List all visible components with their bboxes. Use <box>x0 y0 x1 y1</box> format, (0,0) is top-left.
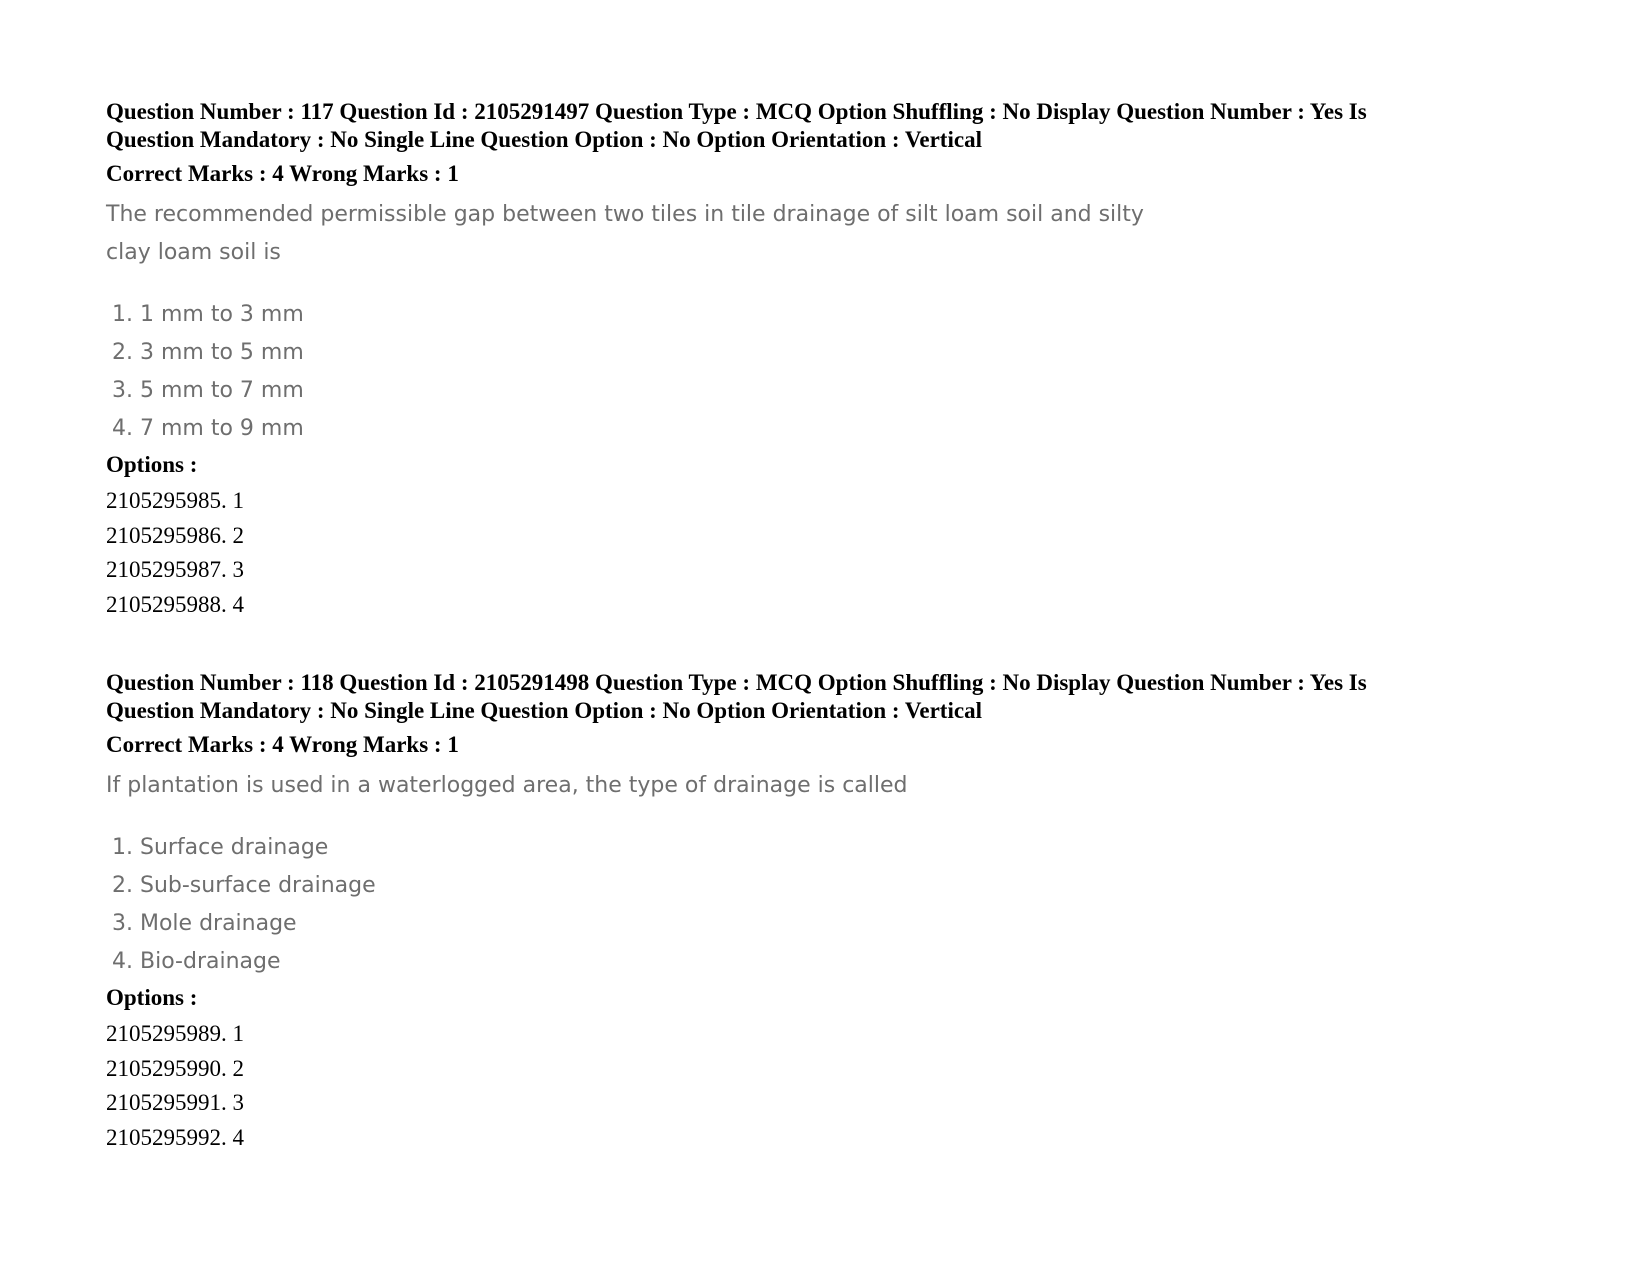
option-id: 2105295987. 3 <box>106 557 244 582</box>
option-id: 2105295992. 4 <box>106 1124 244 1150</box>
option-id-list <box>106 484 1526 622</box>
option-id: 2105295989. 1 <box>106 1021 244 1046</box>
question-meta-line-1: Question Number : 118 Question Id : 2105291498 Question Type : MCQ Option Shuffling : No Display Question Number : Yes Is <box>106 670 1367 695</box>
option-id: 2105295990. 2 <box>106 1055 244 1081</box>
question-meta-line-2: Question Mandatory : No Single Line Question Option : No Option Orientation : Vertical <box>106 127 982 152</box>
answer-choices <box>106 296 1526 448</box>
option-id: 2105295988. 4 <box>106 591 244 617</box>
answer-choice: 2. Sub-surface drainage <box>112 873 376 898</box>
option-id: 2105295991. 3 <box>106 1090 244 1115</box>
question-117 <box>106 98 1526 622</box>
question-marks: Correct Marks : 4 Wrong Marks : 1 <box>106 161 459 186</box>
question-meta-line-2: Question Mandatory : No Single Line Question Option : No Option Orientation : Vertical <box>106 698 982 723</box>
options-label: Options : <box>106 452 198 477</box>
question-meta-line-1: Question Number : 117 Question Id : 2105291497 Question Type : MCQ Option Shuffling : No Display Question Number : Yes Is <box>106 99 1367 124</box>
answer-choice: 1. Surface drainage <box>112 835 329 860</box>
option-id-list <box>106 1017 1526 1155</box>
answer-choice: 1. 1 mm to 3 mm <box>112 302 304 327</box>
option-id: 2105295986. 2 <box>106 522 244 548</box>
question-meta <box>106 98 1526 154</box>
answer-choice: 3. Mole drainage <box>112 911 297 936</box>
question-meta <box>106 669 1526 725</box>
question-stem: If plantation is used in a waterlogged area, the type of drainage is called <box>106 773 908 798</box>
answer-choice: 4. Bio-drainage <box>112 949 281 974</box>
option-id: 2105295985. 1 <box>106 488 244 513</box>
question-marks: Correct Marks : 4 Wrong Marks : 1 <box>106 732 459 757</box>
answer-choice: 4. 7 mm to 9 mm <box>112 416 304 441</box>
question-stem: The recommended permissible gap between two tiles in tile drainage of silt loam soil and silty clay loam soil is <box>106 202 1144 265</box>
answer-choice: 3. 5 mm to 7 mm <box>112 378 304 403</box>
answer-choice: 2. 3 mm to 5 mm <box>112 340 304 365</box>
options-label: Options : <box>106 985 198 1010</box>
question-118 <box>106 669 1526 1155</box>
answer-choices <box>106 829 1526 981</box>
